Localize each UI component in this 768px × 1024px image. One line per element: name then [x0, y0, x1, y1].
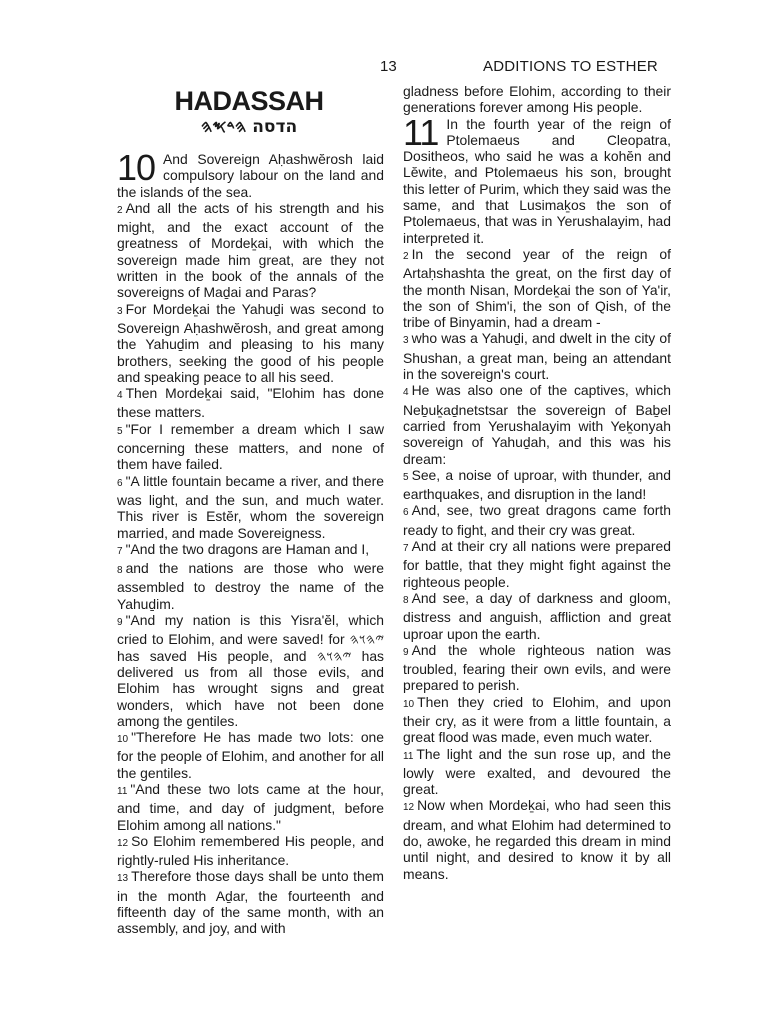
verse-number: 7	[117, 545, 123, 557]
verse-number: 3	[403, 335, 409, 347]
verse-number: 5	[403, 471, 409, 483]
verse-number: 8	[403, 594, 409, 606]
verse-text: Then Mordeḵai said, "Elohim has done these matters.	[117, 385, 384, 421]
verse-number: 7	[403, 543, 409, 555]
verse	[117, 301, 384, 385]
verse-text: He was also one of the captives, which Neḇuḵaḏnetstsar the sovereign of Baḇel carried from Yerushalayim with Yeḵonyah sovereign of Yahuḏah, and this was his dream:	[403, 382, 671, 467]
verse-text: For Mordeḵai the Yahuḏi was second to Sovereign Aḥashwĕrosh, and great among the Yahuḏim and pleasing to his many brothers, seeking the good of his people and speaking peace to all his seed.	[117, 300, 384, 385]
verse	[117, 473, 384, 541]
left-column	[117, 147, 384, 937]
verse-text: Therefore those days shall be unto them in the month Aḏar, the fourteenth and fifteenth day of the same month, with an assembly, and joy, and with	[117, 868, 384, 937]
verse-number: 9	[117, 617, 123, 629]
verse-number: 6	[117, 477, 123, 489]
verse	[403, 330, 671, 382]
verse-number: 3	[117, 305, 123, 317]
verse	[403, 746, 671, 798]
verse	[403, 111, 671, 246]
verse-number: 11	[403, 750, 414, 762]
verse-text: and the nations are those who were assembled to destroy the name of the Yahuḏim.	[117, 560, 384, 612]
page-number: 13	[380, 58, 397, 75]
verse-text: See, a noise of uproar, with thunder, and earthquakes, and disruption in the land!	[403, 466, 671, 503]
verse	[117, 729, 384, 781]
verse-number: 12	[117, 837, 129, 849]
verse	[117, 421, 384, 473]
verse	[403, 502, 671, 538]
verse-number: 10	[117, 734, 129, 746]
verse-number: 6	[403, 507, 409, 519]
verse	[403, 642, 671, 694]
verse	[403, 382, 671, 466]
verse-text: Now when Mordeḵai, who had seen this dream, and what Elohim had determined to do, awoke, he regarded this dream in mind until night, and desired to know it by all means.	[403, 797, 671, 882]
verse-text: who was a Yahuḏi, and dwelt in the city of Shushan, a great man, being an attendant in the sovereign's court.	[403, 330, 671, 383]
chapter-number: 11	[403, 111, 439, 153]
verse	[117, 147, 384, 200]
verse-text: So Elohim remembered His people, and rightly-ruled His inheritance.	[117, 832, 384, 869]
right-column	[403, 83, 671, 882]
verse	[403, 246, 671, 330]
verse-text: "And my nation is this Yisra'ĕl, which cried to Elohim, and were saved! for 𐤉𐤄𐤅𐤄 has saved His people, and 𐤉𐤄𐤅𐤄 has delivered us from all those evils, and Elohim has wrought signs and great wonders, which have not been done among the gentiles.	[117, 612, 384, 729]
verse	[403, 538, 671, 590]
verse	[117, 200, 384, 301]
verse	[117, 385, 384, 421]
verse-number: 5	[117, 425, 123, 437]
chapter-number: 10	[117, 147, 156, 188]
verse-text: In the fourth year of the reign of Ptolemaeus and Cleopatra, Dositheos, who said he was a kohĕn and Lĕwite, and Ptolemaeus his son, brought this letter of Purim, which they said was the same, and that Lusimaḵos the son of Ptolemaeus, that was in Yerushalayim, had interpreted it.	[403, 115, 671, 246]
verse-number: 11	[117, 785, 128, 797]
verse-number: 10	[403, 698, 415, 710]
verse-number: 4	[403, 387, 409, 399]
verse-text: And all the acts of his strength and his might, and the exact account of the greatness of Mordeḵai, with which the sovereign made him great, are they not written in the book of the annals of the sovereigns of Maḏai and Paras?	[117, 199, 384, 301]
verse-text: "For I remember a dream which I saw concerning these matters, and none of them have failed.	[117, 420, 384, 473]
verse-number: 4	[117, 390, 123, 402]
verse	[117, 781, 384, 833]
verse-number: 13	[117, 873, 129, 885]
verse-text: In the second year of the reign of Artaḥshashta the great, on the first day of the month Nisan, Mordeḵai the son of Ya'ir, the son of Shim'i, the son of Qish, of the tribe of Binyamin, had a dream -	[403, 245, 671, 331]
verse	[117, 541, 384, 560]
verse-number: 2	[403, 250, 409, 262]
verse-continuation: gladness before Elohim, according to their generations forever among His people.	[403, 83, 671, 116]
verse-text: "Therefore He has made two lots: one for the people of Elohim, and another for all the gentiles.	[117, 729, 384, 781]
verse-number: 9	[403, 646, 409, 658]
verse	[117, 560, 384, 612]
verse-text: "And these two lots came at the hour, and time, and day of judgment, before Elohim among all nations."	[117, 780, 384, 833]
verse-text: And, see, two great dragons came forth ready to fight, and their cry was great.	[403, 502, 671, 538]
verse-text: And see, a day of darkness and gloom, distress and anguish, affliction and great uproar upon the earth.	[403, 589, 671, 642]
verse	[117, 833, 384, 869]
verse-text: And the whole righteous nation was troubled, fearing their own evils, and were prepared to perish.	[403, 641, 671, 694]
verse	[403, 467, 671, 503]
verse	[403, 797, 671, 881]
verse-text: And at their cry all nations were prepared for battle, that they might fight against the righteous people.	[403, 538, 671, 590]
verse-text: "A little fountain became a river, and there was light, and the sun, and much water. This river is Estĕr, whom the sovereign married, and made Sovereigness.	[117, 472, 384, 541]
verse-text: And Sovereign Aḥashwĕrosh laid compulsory labour on the land and the islands of the sea.	[117, 151, 384, 200]
verse	[117, 612, 384, 729]
book-subtitle: הדסה 𐤄𐤃𐤎𐤄	[200, 117, 298, 137]
book-title: HADASSAH	[174, 86, 324, 116]
verse-text: The light and the sun rose up, and the lowly were exalted, and devoured the great.	[403, 745, 671, 798]
verse-number: 8	[117, 565, 123, 577]
verse-number: 2	[117, 204, 123, 216]
verse	[403, 590, 671, 642]
running-head: ADDITIONS TO ESTHER	[483, 58, 658, 75]
verse-text: "And the two dragons are Haman and I,	[125, 540, 370, 557]
verse	[117, 868, 384, 936]
verse-text: Then they cried to Elohim, and upon their cry, as it were from a little fountain, a great flood was made, even much water.	[403, 693, 671, 746]
verse	[403, 694, 671, 746]
verse-number: 12	[403, 802, 415, 814]
